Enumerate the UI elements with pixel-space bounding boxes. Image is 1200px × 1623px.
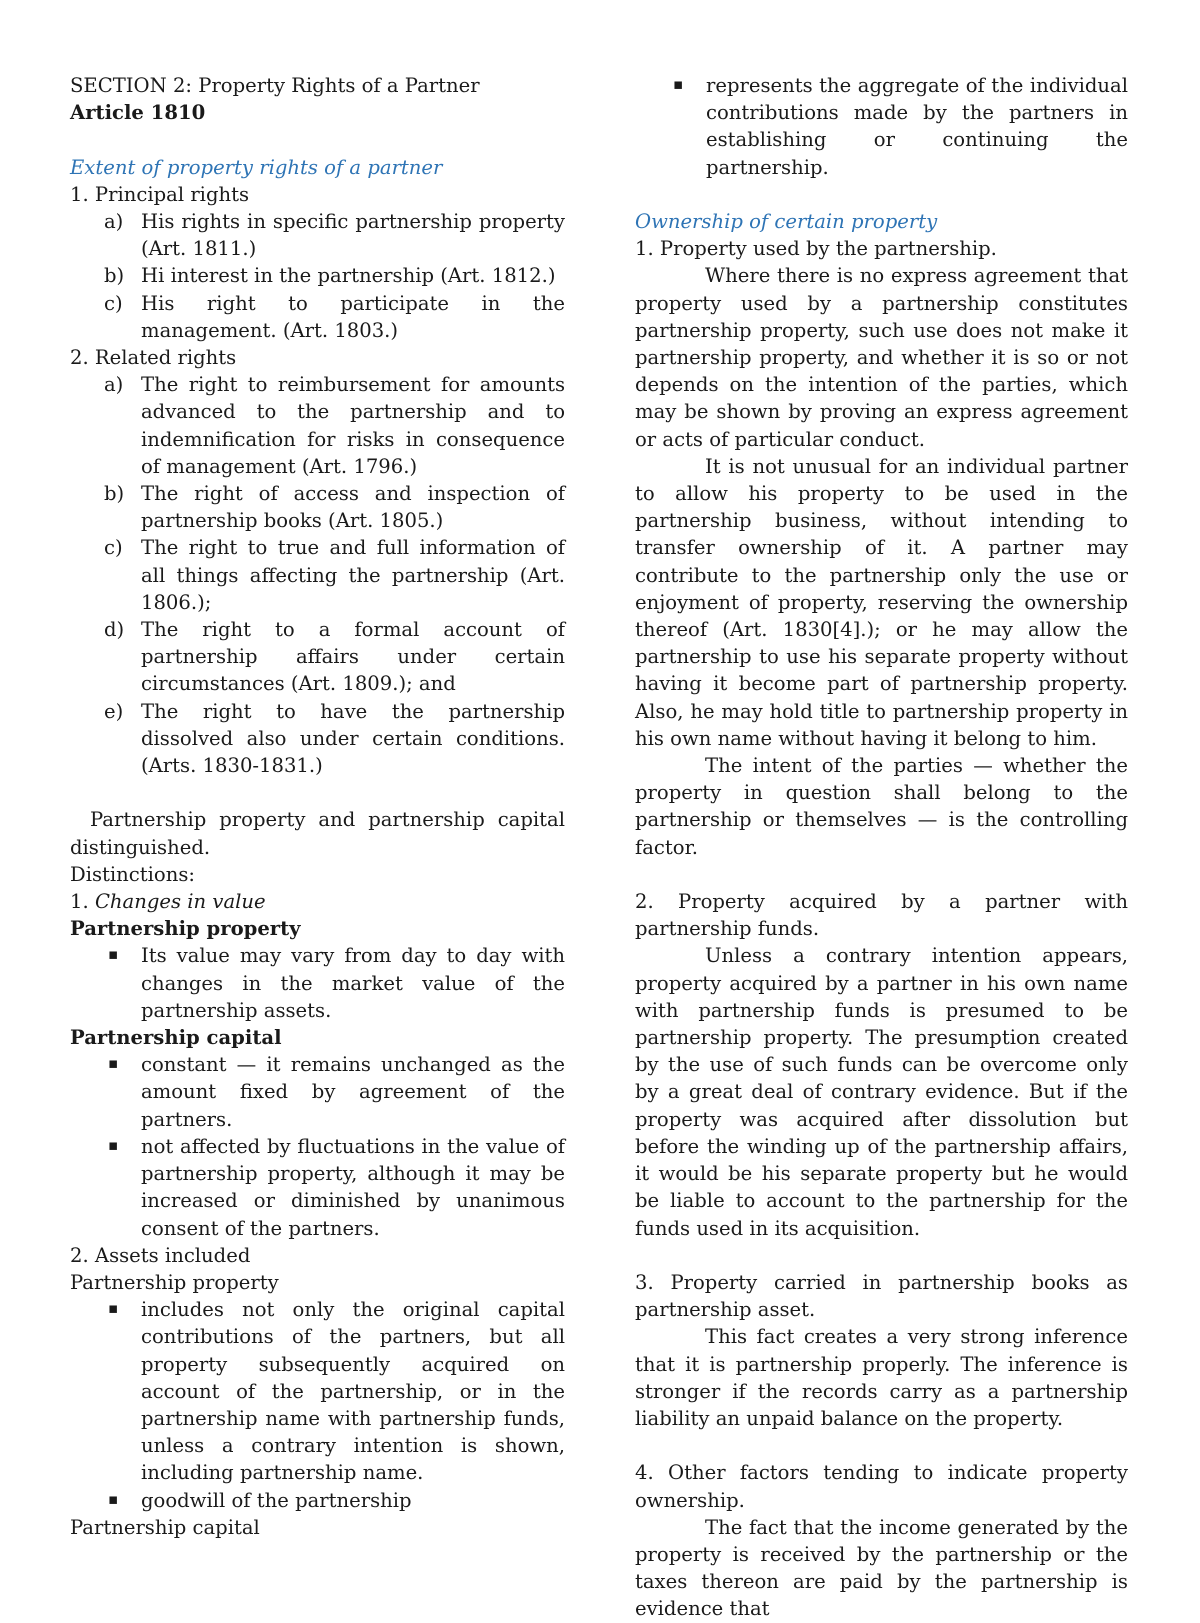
bullet-icon: ▪ — [108, 1054, 119, 1073]
list-item-text: His right to participate in the management. (Art. 1803.) — [141, 291, 565, 342]
bullet-text: not affected by fluctuations in the value of partnership property, although it may be increased or diminished by unanimous consent of the partners. — [141, 1134, 565, 1240]
list-marker: c) — [104, 291, 123, 315]
bullet-item — [635, 72, 1128, 181]
related-item — [70, 698, 565, 780]
list-item-text: The right of access and inspection of partnership books (Art. 1805.) — [141, 482, 565, 533]
list-marker: a) — [104, 210, 124, 233]
list-item-text: The right to a formal account of partnership affairs under certain circumstances (Art. 1809.); and — [141, 618, 565, 696]
bullet-icon: ▪ — [108, 1135, 119, 1154]
right-column — [635, 72, 1128, 1623]
left-column — [70, 72, 565, 1541]
article-heading: Article 1810 — [70, 101, 206, 125]
acquired-heading: 2. Property acquired by a partner with partnership funds. — [635, 890, 1128, 941]
principal-rights-heading: 1. Principal rights — [70, 182, 250, 206]
paragraph: The fact that the income generated by the property is received by the partnership or the taxes thereon are paid by the partnership is evidence that — [635, 1515, 1128, 1621]
related-item — [70, 371, 565, 480]
bullet-icon: ▪ — [108, 945, 119, 964]
principal-item — [70, 262, 565, 289]
bullet-item — [70, 1133, 565, 1242]
partnership-capital-label: Partnership capital — [70, 1515, 260, 1539]
related-rights-heading: 2. Related rights — [70, 346, 237, 370]
related-item — [70, 480, 565, 534]
distinctions-label: Distinctions: — [70, 862, 195, 886]
changes-label: Changes in value — [94, 890, 266, 914]
paragraph: It is not unusual for an individual partner to allow his property to be used in the partnership business, without intending to transfer ownership of it. A partner may contribute to the partnership only the use or enjoyment of property, reserving the ownership thereof (Art. 1830[4].); or he may allow the partnership to use his separate property without having it become part of partnership property. Also, he may hold title to partnership property in his own name without having it belong to him. — [635, 454, 1128, 750]
related-item — [70, 616, 565, 698]
paragraph: This fact creates a very strong inference that it is partnership properly. The inference is stronger if the records carry as a partnership liability an unpaid balance on the property. — [635, 1325, 1128, 1430]
related-item — [70, 534, 565, 616]
bullet-item — [70, 1051, 565, 1133]
bullet-item — [70, 942, 565, 1024]
bullet-item — [70, 1487, 565, 1514]
bullet-text: constant — it remains unchanged as the amount fixed by agreement of the partners. — [141, 1053, 565, 1131]
list-item-text: The right to reimbursement for amounts advanced to the partnership and to indemnification for risks in consequence of management (Art. 1796.) — [141, 373, 565, 478]
list-item-text: The right to have the partnership dissolved also under certain conditions. (Arts. 1830-1831.) — [141, 699, 565, 778]
assets-heading: 2. Assets included — [70, 1243, 251, 1267]
changes-heading — [70, 888, 565, 915]
paragraph: The intent of the parties — whether the property in question shall belong to the partnership or themselves — is the controlling factor. — [635, 754, 1128, 859]
section-title: SECTION 2: Property Rights of a Partner — [70, 74, 480, 97]
list-item-text: His rights in specific partnership property (Art. 1811.) — [141, 210, 565, 261]
other-factors-heading: 4. Other factors tending to indicate property ownership. — [635, 1461, 1128, 1512]
bullet-text: goodwill of the partnership — [141, 1488, 412, 1512]
list-item-text: Hi interest in the partnership (Art. 1812.) — [141, 264, 556, 288]
bullet-icon: ▪ — [108, 1489, 119, 1508]
partnership-property-heading: Partnership property — [70, 917, 301, 941]
principal-item — [70, 208, 565, 262]
list-marker: d) — [104, 618, 125, 642]
paragraph: Where there is no express agreement that property used by a partnership constitutes partnership property, such use does not make it partnership property, and whether it is so or not depends on the intention of the parties, which may be shown by proving an express agreement or acts of particular conduct. — [635, 264, 1128, 451]
changes-number: 1. — [70, 890, 95, 914]
used-heading: 1. Property used by the partnership. — [635, 237, 997, 261]
bullet-icon: ▪ — [108, 1299, 119, 1318]
list-marker: c) — [104, 536, 123, 560]
extent-heading: Extent of property rights of a partner — [70, 155, 443, 179]
list-marker: b) — [104, 264, 125, 288]
bullet-text: represents the aggregate of the individual contributions made by the partners in establishing or continuing the partnership. — [706, 74, 1128, 179]
partnership-property-label: Partnership property — [70, 1270, 279, 1294]
bullet-text: Its value may vary from day to day with changes in the market value of the partnership assets. — [141, 944, 565, 1022]
bullet-item — [70, 1296, 565, 1486]
paragraph: Unless a contrary intention appears, property acquired by a partner in his own name with partnership funds is presumed to be partnership property. The presumption created by the use of such funds can be overcome only by a great deal of contrary evidence. But if the property was acquired after dissolution but before the winding up of the partnership affairs, it would be his separate property but he would be liable to account to the partnership for the funds used in its acquisition. — [635, 944, 1128, 1240]
distinguished-paragraph: Partnership property and partnership capital distinguished. — [70, 808, 565, 859]
list-item-text: The right to true and full information of all things affecting the partnership (Art. 1806.); — [141, 536, 565, 614]
bullet-text: includes not only the original capital contributions of the partners, but all property subsequently acquired on account of the partnership, or in the partnership name with partnership funds, unless a contrary intention is shown, including partnership name. — [141, 1298, 565, 1485]
list-marker: e) — [104, 699, 124, 723]
books-heading: 3. Property carried in partnership books as partnership asset. — [635, 1270, 1128, 1322]
partnership-capital-heading: Partnership capital — [70, 1026, 282, 1050]
bullet-icon: ▪ — [673, 75, 684, 93]
ownership-heading: Ownership of certain property — [635, 210, 938, 233]
list-marker: b) — [104, 482, 125, 506]
list-marker: a) — [104, 373, 124, 397]
principal-item — [70, 290, 565, 344]
